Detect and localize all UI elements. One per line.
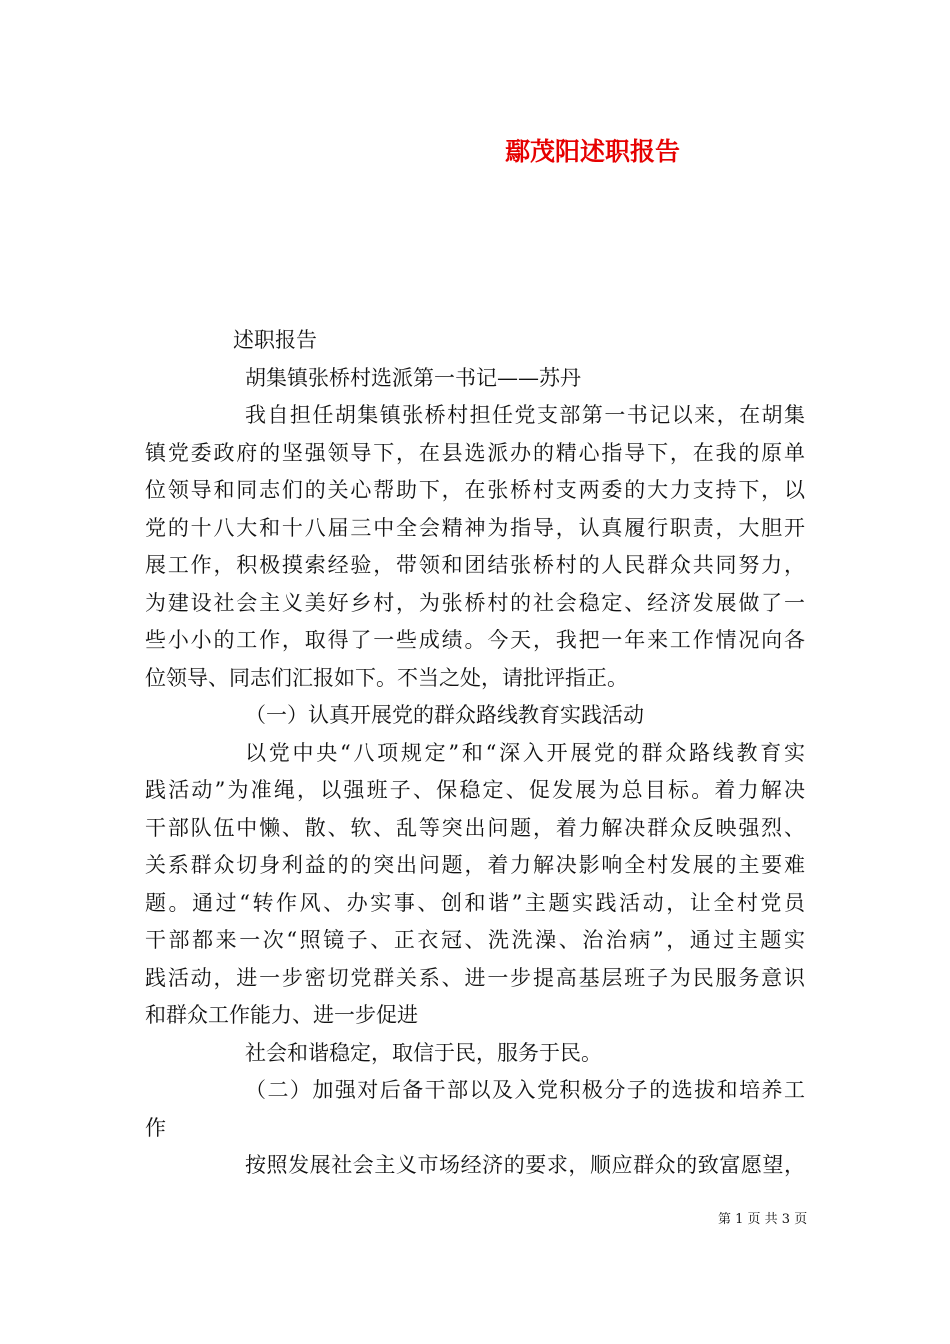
text-line: 干部都来一次“照镜子、正衣冠、洗洗澡、治治病”，通过主题实 bbox=[145, 928, 805, 952]
text-line: 胡集镇张桥村选派第一书记——苏丹 bbox=[245, 365, 581, 390]
text-line: （一）认真开展党的群众路线教育实践活动 bbox=[245, 703, 644, 727]
text-line: 以党中央“八项规定”和“深入开展党的群众路线教育实 bbox=[245, 740, 805, 765]
text-line: 展工作，积极摸索经验，带领和团结张桥村的人民群众共同努力， bbox=[145, 553, 805, 577]
text-line: 作 bbox=[145, 1115, 166, 1140]
text-line: 我自担任胡集镇张桥村担任党支部第一书记以来，在胡集 bbox=[245, 403, 805, 427]
text-line: 位领导和同志们的关心帮助下，在张桥村支两委的大力支持下，以 bbox=[145, 478, 805, 502]
text-line: 党的十八大和十八届三中全会精神为指导，认真履行职责，大胆开 bbox=[145, 515, 805, 540]
text-line: 社会和谐稳定，取信于民，服务于民。 bbox=[245, 1040, 602, 1065]
text-line: 位领导、同志们汇报如下。不当之处，请批评指正。 bbox=[145, 665, 628, 690]
text-line: 题。通过“转作风、办实事、创和谐”主题实践活动，让全村党员 bbox=[145, 890, 805, 915]
text-line: 和群众工作能力、进一步促进 bbox=[145, 1003, 418, 1027]
document-body bbox=[145, 322, 805, 1185]
text-line: 为建设社会主义美好乡村，为张桥村的社会稳定、经济发展做了一 bbox=[145, 590, 805, 615]
text-line: 些小小的工作，取得了一些成绩。今天，我把一年来工作情况向各 bbox=[145, 628, 805, 652]
text-line: 按照发展社会主义市场经济的要求，顺应群众的致富愿望， bbox=[245, 1153, 805, 1177]
text-line: 镇党委政府的坚强领导下，在县选派办的精心指导下，在我的原单 bbox=[145, 440, 805, 465]
text-line: 述职报告 bbox=[233, 328, 317, 352]
page-number: 第 1 页 共 3 页 bbox=[718, 1212, 808, 1227]
text-line: （二）加强对后备干部以及入党积极分子的选拔和培养工 bbox=[245, 1078, 805, 1102]
text-line: 践活动”为准绳，以强班子、保稳定、促发展为总目标。着力解决 bbox=[145, 778, 805, 802]
text-line: 关系群众切身利益的的突出问题，着力解决影响全村发展的主要难 bbox=[145, 853, 805, 877]
document-title: 鄢茂阳述职报告 bbox=[505, 137, 681, 166]
text-line: 干部队伍中懒、散、软、乱等突出问题，着力解决群众反映强烈、 bbox=[145, 815, 805, 840]
text-line: 践活动，进一步密切党群关系、进一步提高基层班子为民服务意识 bbox=[145, 965, 805, 990]
